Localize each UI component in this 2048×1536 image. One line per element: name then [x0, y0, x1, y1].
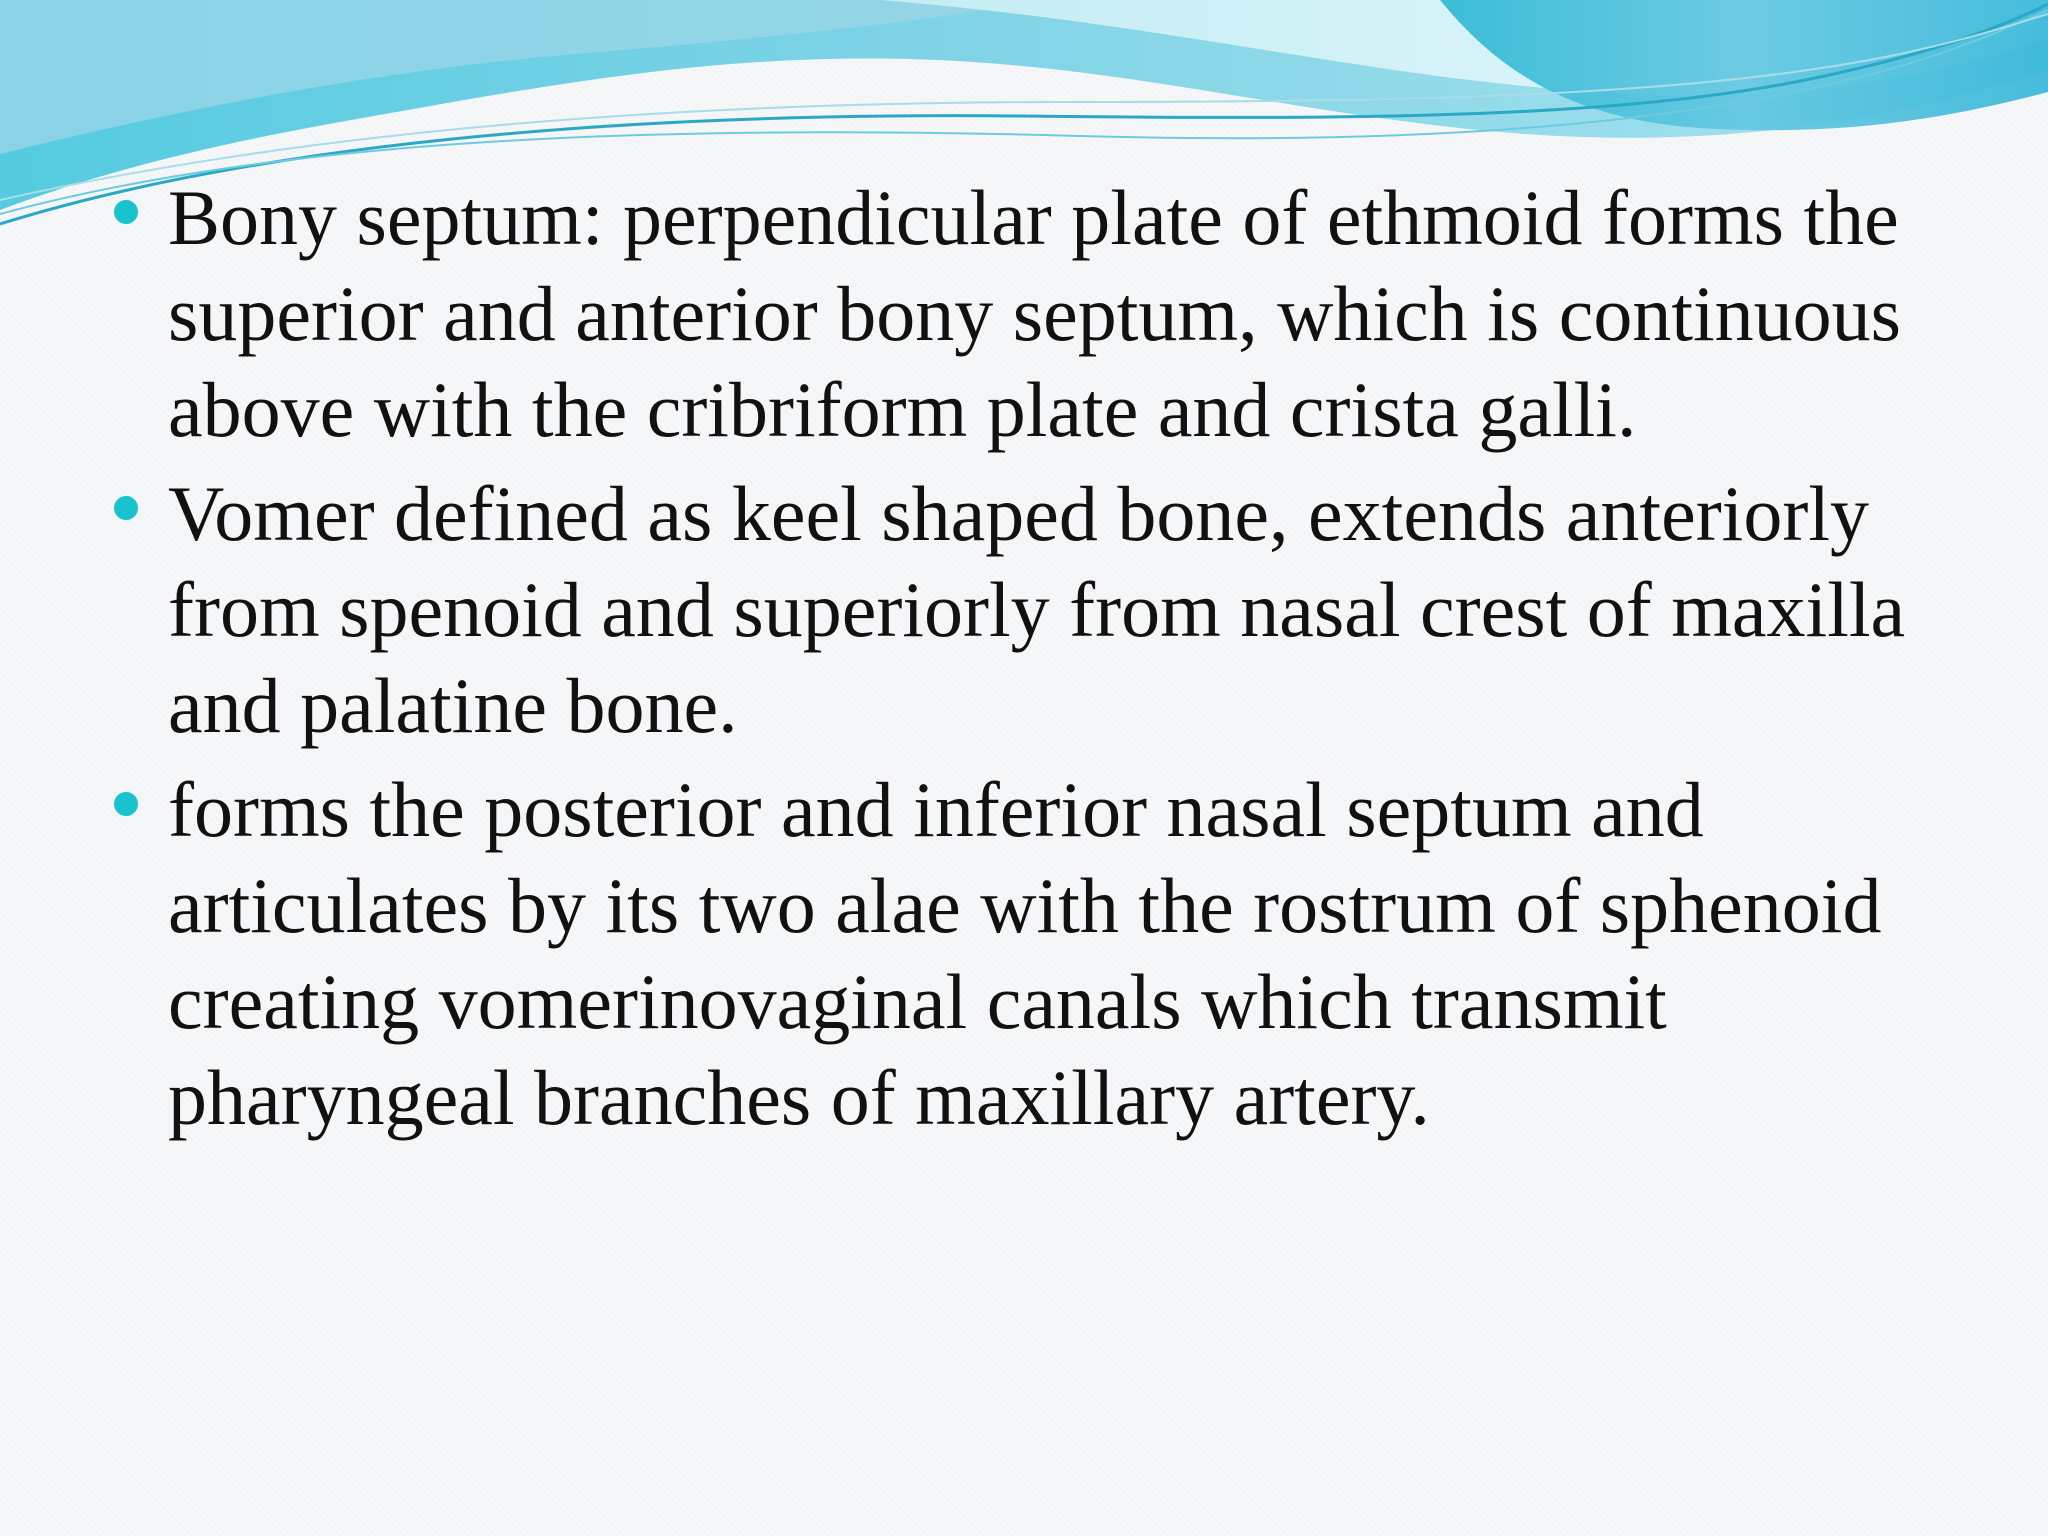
bullet-item [110, 170, 1950, 458]
bullet-dot-icon [114, 200, 138, 224]
bullet-item [110, 466, 1950, 754]
bullet-dot-icon [114, 496, 138, 520]
bullet-text: Bony septum: perpendicular plate of ethmoid forms the superior and anterior bony septum, which is continuous above with the cribriform plate and crista galli. [168, 174, 1902, 453]
slide-content [110, 170, 1950, 1154]
bullet-dot-icon [114, 792, 138, 816]
bullet-text: forms the posterior and inferior nasal septum and articulates by its two alae with the rostrum of sphenoid creating vomerinovaginal canals which transmit pharyngeal branches of maxillary artery. [168, 766, 1882, 1141]
bullet-text: Vomer defined as keel shaped bone, extends anteriorly from spenoid and superiorly from nasal crest of maxilla and palatine bone. [168, 470, 1906, 749]
bullet-list [110, 170, 1950, 1146]
bullet-item [110, 762, 1950, 1146]
